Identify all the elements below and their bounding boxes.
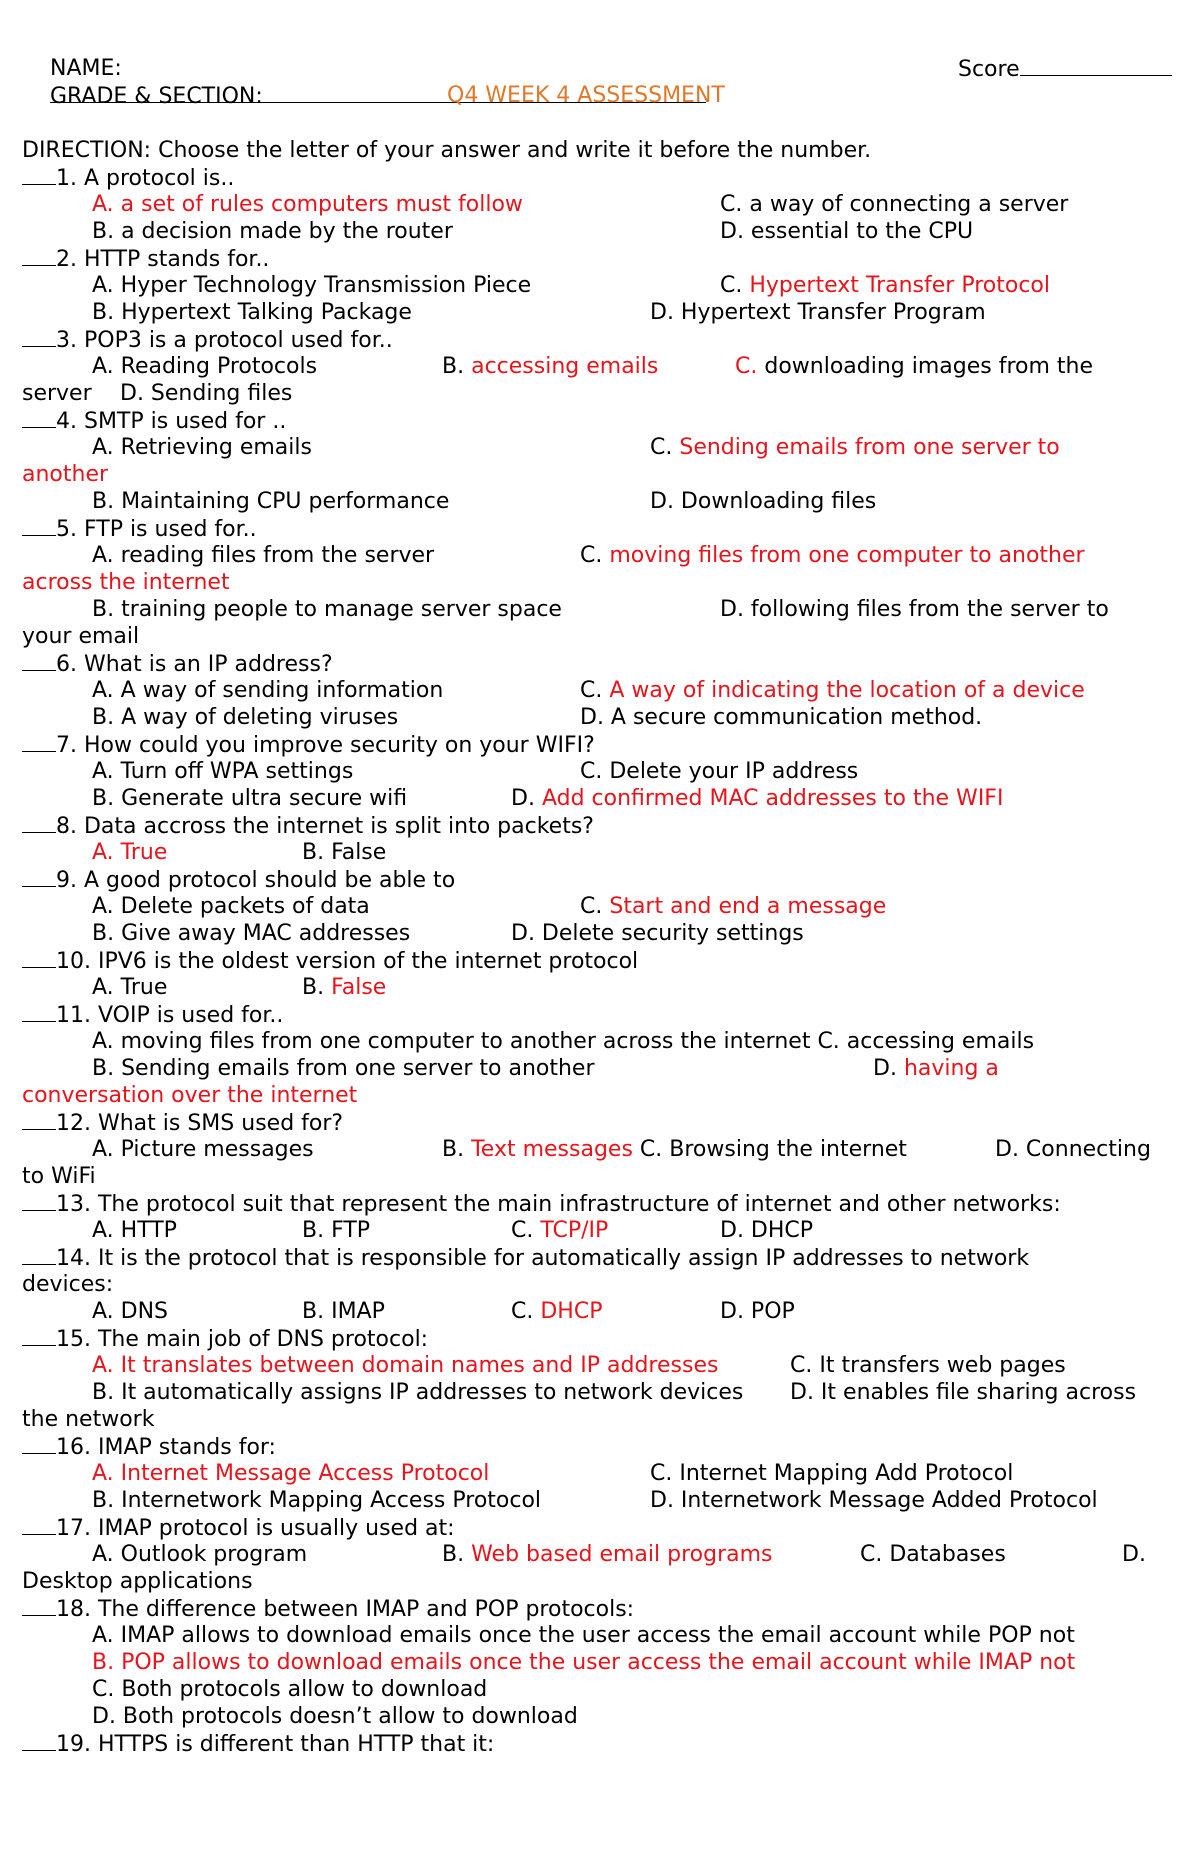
q5-option-d-continued: your email [22,624,140,649]
option-text-correct: DHCP [540,1299,603,1324]
q1-option-d: D. essential to the CPU [720,219,974,244]
name-row [22,28,620,81]
q15-option-a: A. It translates between domain names and IP addresses [92,1353,719,1378]
q13-option-c [511,1217,608,1244]
q4-option-c-continued: another [22,462,109,487]
option-text-correct: accessing emails [471,354,659,379]
option-letter: C. [580,894,610,919]
q16-option-b: B. Internetwork Mapping Access Protocol [92,1488,542,1513]
q15-option-b: B. It automatically assigns IP addresses to network devices [92,1380,744,1405]
q14-option-a: A. DNS [92,1299,169,1324]
q15-option-d-continued: the network [22,1407,155,1432]
assessment-title: Q4 WEEK 4 ASSESSMENT [447,83,725,108]
question-stem: 11. VOIP is used for.. [56,1003,284,1028]
option-letter: C. [580,543,610,568]
question-stem: 16. IMAP stands for: [56,1435,276,1460]
option-text-correct: Sending emails from one server to [679,435,1060,460]
q15-option-c: C. It transfers web pages [790,1353,1066,1378]
q11-option-a-and-c: A. moving files from one computer to another across the internet C. accessing emails [92,1029,1035,1054]
score-row [930,28,1172,82]
question-14 [22,1244,1029,1271]
q11-option-d-continued: conversation over the internet [22,1083,358,1108]
score-label: Score [957,57,1020,82]
answer-blank-15[interactable] [22,1325,56,1346]
answer-blank-14[interactable] [22,1244,56,1265]
q8-option-b: B. False [302,840,387,865]
answer-blank-4[interactable] [22,407,56,428]
question-stem: 9. A good protocol should be able to [56,868,456,893]
q9-option-a: A. Delete packets of data [92,894,370,919]
q4-option-c [650,434,1060,461]
q14-option-b: B. IMAP [302,1299,385,1324]
question-stem: 19. HTTPS is different than HTTP that it: [56,1732,495,1757]
answer-blank-13[interactable] [22,1190,56,1211]
q4-option-a: A. Retrieving emails [92,435,312,460]
option-text-correct: moving files from one computer to another [609,543,1085,568]
q18-option-d: D. Both protocols doesn’t allow to download [92,1704,578,1729]
q3-option-c-continued: server [22,381,92,406]
answer-blank-1[interactable] [22,164,56,185]
q5-option-c [580,542,1085,569]
question-17 [22,1514,455,1541]
answer-blank-16[interactable] [22,1433,56,1454]
q16-option-a: A. Internet Message Access Protocol [92,1461,490,1486]
q16-option-c: C. Internet Mapping Add Protocol [650,1461,1014,1486]
q7-option-b: B. Generate ultra secure wifi [92,786,408,811]
question-stem: 13. The protocol suit that represent the main infrastructure of internet and other networks: [56,1192,1061,1217]
q7-option-d [511,785,1003,812]
q17-option-b [442,1541,773,1568]
option-text-correct: False [331,975,387,1000]
option-letter: C. [650,435,680,460]
option-letter: B. [442,1137,472,1162]
option-letter: B. [302,975,332,1000]
answer-blank-2[interactable] [22,245,56,266]
option-text-correct: Web based email programs [471,1542,773,1567]
question-stem: 10. IPV6 is the oldest version of the internet protocol [56,949,639,974]
q11-option-d [873,1055,999,1082]
question-10 [22,947,638,974]
q4-option-b: B. Maintaining CPU performance [92,489,450,514]
question-1 [22,164,234,191]
q5-option-c-continued: across the internet [22,570,230,595]
option-letter: C. [735,354,758,379]
question-9 [22,866,455,893]
option-text-correct: TCP/IP [540,1218,609,1243]
q5-option-b: B. training people to manage server space [92,597,562,622]
answer-blank-7[interactable] [22,731,56,752]
question-stem: 4. SMTP is used for .. [56,409,287,434]
question-stem: 5. FTP is used for.. [56,517,257,542]
option-text: downloading images from the [757,354,1094,379]
option-letter: C. [511,1299,541,1324]
q18-option-a: A. IMAP allows to download emails once the user access the email account while POP not [92,1623,1075,1648]
q10-option-a: A. True [92,975,168,1000]
question-7 [22,731,595,758]
q2-option-c [720,272,1050,299]
question-stem: 2. HTTP stands for.. [56,247,270,272]
answer-blank-17[interactable] [22,1514,56,1535]
q2-option-b: B. Hypertext Talking Package [92,300,412,325]
q5-option-a: A. reading files from the server [92,543,435,568]
name-label: NAME: [49,56,122,81]
q4-option-d: D. Downloading files [650,489,877,514]
question-8 [22,812,594,839]
q5-option-d: D. following files from the server to [720,597,1109,622]
q9-option-b: B. Give away MAC addresses [92,921,411,946]
q12-option-b-c [442,1136,907,1163]
answer-blank-5[interactable] [22,515,56,536]
q11-option-b: B. Sending emails from one server to another [92,1056,595,1081]
option-letter: C. [580,678,610,703]
q3-option-b [442,353,658,380]
question-stem: 17. IMAP protocol is usually used at: [56,1516,455,1541]
q18-option-b: B. POP allows to download emails once the user access the email account while IMAP not [92,1650,1076,1675]
q10-option-b [302,974,386,1001]
q12-option-d-continued: to WiFi [22,1164,96,1189]
option-c-text: C. Browsing the internet [632,1137,907,1162]
q13-option-d: D. DHCP [720,1218,814,1243]
option-text-correct: Hypertext Transfer Protocol [749,273,1050,298]
q15-option-d: D. It enables file sharing across [790,1380,1137,1405]
option-text-correct: Start and end a message [609,894,887,919]
question-4 [22,407,286,434]
option-text-correct: Text messages [471,1137,633,1162]
option-text-correct: having a [903,1056,999,1081]
question-12 [22,1109,343,1136]
question-13 [22,1190,1061,1217]
q17-option-d-continued: Desktop applications [22,1569,253,1594]
question-stem: 15. The main job of DNS protocol: [56,1327,429,1352]
direction-text: DIRECTION: Choose the letter of your answer and write it before the number. [22,138,872,163]
question-15 [22,1325,428,1352]
q12-option-d: D. Connecting [995,1137,1151,1162]
q16-option-d: D. Internetwork Message Added Protocol [650,1488,1098,1513]
question-stem: 7. How could you improve security on your WIFI? [56,733,595,758]
option-text-correct: Add confirmed MAC addresses to the WIFI [541,786,1004,811]
q7-option-a: A. Turn off WPA settings [92,759,354,784]
q1-option-b: B. a decision made by the router [92,219,453,244]
q9-option-d: D. Delete security settings [511,921,804,946]
option-letter: D. [873,1056,904,1081]
q17-option-a: A. Outlook program [92,1542,308,1567]
question-stem: 18. The difference between IMAP and POP protocols: [56,1597,635,1622]
answer-blank-12[interactable] [22,1109,56,1130]
q14-option-c [511,1298,602,1325]
q8-option-a: A. True [92,840,168,865]
question-6 [22,650,333,677]
q14-option-d: D. POP [720,1299,795,1324]
q17-option-c: C. Databases [860,1542,1006,1567]
answer-blank-9[interactable] [22,866,56,887]
q12-option-a: A. Picture messages [92,1137,314,1162]
q6-option-b: B. A way of deleting viruses [92,705,399,730]
answer-blank-11[interactable] [22,1001,56,1022]
question-stem: 8. Data accross the internet is split into packets? [56,814,594,839]
question-2 [22,245,269,272]
question-5 [22,515,257,542]
q7-option-c: C. Delete your IP address [580,759,859,784]
question-stem: 6. What is an IP address? [56,652,333,677]
question-3 [22,326,393,353]
q3-option-a: A. Reading Protocols [92,354,318,379]
q6-option-c [580,677,1085,704]
question-16 [22,1433,276,1460]
answer-blank-6[interactable] [22,650,56,671]
option-letter: B. [442,1542,472,1567]
answer-blank-18[interactable] [22,1595,56,1616]
q1-option-c: C. a way of connecting a server [720,192,1069,217]
question-11 [22,1001,283,1028]
q13-option-b: B. FTP [302,1218,371,1243]
grade-section-label: GRADE & SECTION: [49,84,263,109]
q13-option-a: A. HTTP [92,1218,177,1243]
answer-blank-8[interactable] [22,812,56,833]
answer-blank-3[interactable] [22,326,56,347]
question-stem: 1. A protocol is.. [56,166,235,191]
q3-option-c [735,353,1093,380]
option-letter: D. [511,786,542,811]
q1-option-a: A. a set of rules computers must follow [92,192,523,217]
q2-option-a: A. Hyper Technology Transmission Piece [92,273,532,298]
q17-option-d: D. [1122,1542,1146,1567]
answer-blank-10[interactable] [22,947,56,968]
option-text-correct: A way of indicating the location of a device [609,678,1085,703]
question-14-continued: devices: [22,1272,114,1297]
q18-option-c: C. Both protocols allow to download [92,1677,488,1702]
question-stem: 12. What is SMS used for? [56,1111,344,1136]
option-letter: C. [720,273,750,298]
option-letter: B. [442,354,472,379]
score-blank[interactable] [1020,55,1172,76]
question-19 [22,1730,494,1757]
question-stem: 3. POP3 is a protocol used for.. [56,328,393,353]
answer-blank-19[interactable] [22,1730,56,1751]
q9-option-c [580,893,886,920]
q3-option-d: D. Sending files [120,381,293,406]
option-letter: C. [511,1218,541,1243]
q2-option-d: D. Hypertext Transfer Program [650,300,986,325]
question-stem: 14. It is the protocol that is responsible for automatically assign IP addresses to network [56,1246,1030,1271]
q6-option-a: A. A way of sending information [92,678,444,703]
question-18 [22,1595,634,1622]
q6-option-d: D. A secure communication method. [580,705,983,730]
